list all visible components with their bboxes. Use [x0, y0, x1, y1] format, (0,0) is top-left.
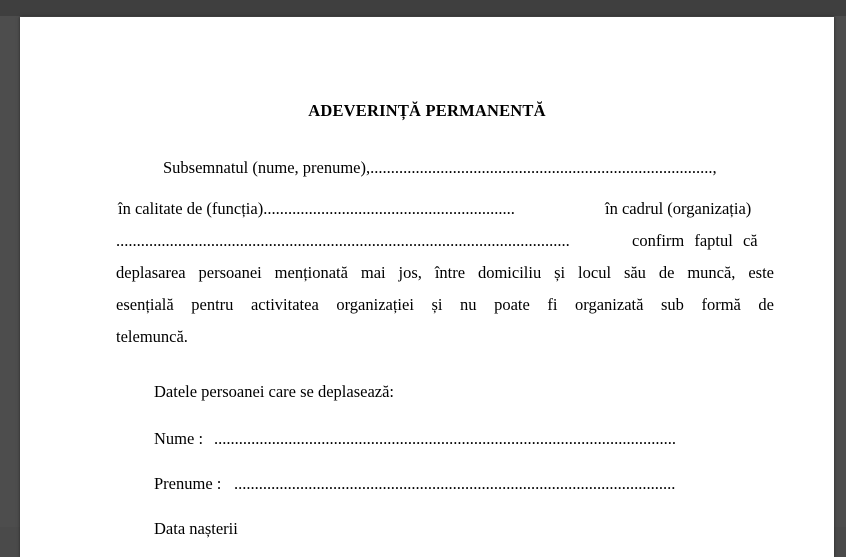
- document-page: [20, 17, 834, 557]
- body-line-1: deplasarea persoanei menționată mai jos, între domiciliu și locul său de muncă, este: [116, 263, 774, 282]
- role-line-right: în cadrul (organizația): [605, 199, 752, 218]
- field-prenume-dots: ...........................................................................................................: [234, 474, 676, 493]
- section-heading: Datele persoanei care se deplasează:: [154, 382, 395, 401]
- role-line-left: în calitate de (funcția).............................................................: [118, 199, 515, 218]
- field-data-nasterii-label: Data nașterii: [154, 519, 238, 538]
- confirm-line-dots: ..............................................................................................................: [116, 231, 570, 250]
- confirm-line-text: confirm faptul că: [632, 231, 758, 250]
- viewer-toolbar: [0, 0, 846, 16]
- intro-line: Subsemnatul (nume, prenume),...................................................................................,: [163, 158, 717, 177]
- body-line-3: telemuncă.: [116, 327, 188, 346]
- field-nume-label: Nume :: [154, 429, 204, 448]
- field-nume-dots: ................................................................................................................: [214, 429, 676, 448]
- field-prenume-label: Prenume :: [154, 474, 222, 493]
- body-line-2: esențială pentru activitatea organizației și nu poate fi organizată sub formă de: [116, 295, 774, 314]
- document-title: ADEVERINȚĂ PERMANENTĂ: [308, 101, 546, 120]
